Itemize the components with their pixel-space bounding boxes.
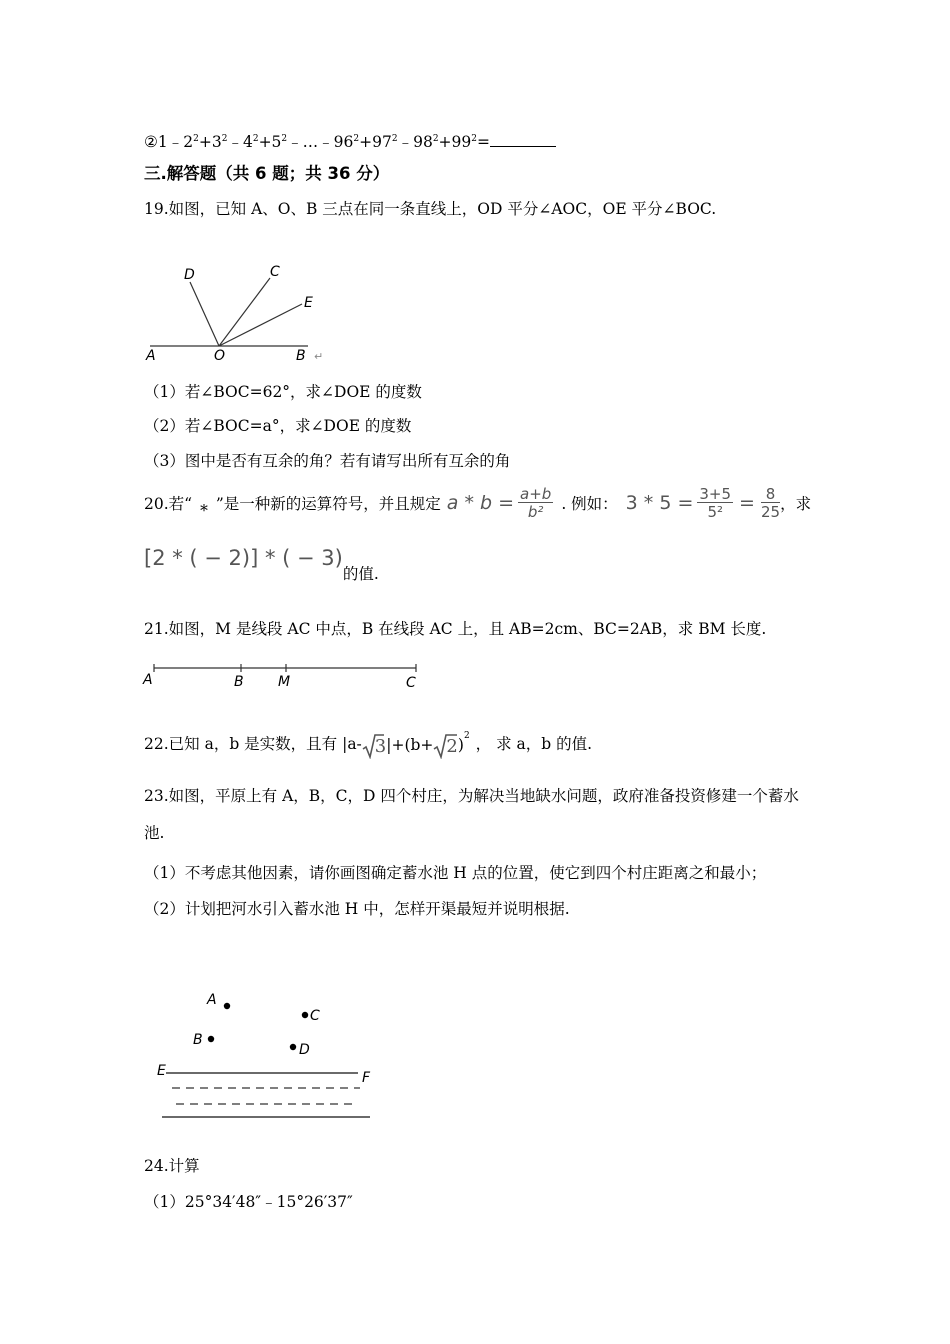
exp: 2 bbox=[471, 133, 477, 144]
label-a: A bbox=[146, 348, 156, 364]
q20-expression-line bbox=[144, 546, 379, 583]
example-result bbox=[761, 486, 780, 521]
q23-part2: （2）计划把河水引入蓄水池 H 中，怎样开渠最短并说明根据. bbox=[144, 900, 570, 918]
q19-part1: （1）若∠BOC=62°，求∠DOE 的度数 bbox=[144, 383, 422, 401]
q20-text: ，求 bbox=[780, 495, 812, 513]
label-o: O bbox=[214, 348, 226, 364]
sqrt-2 bbox=[433, 733, 457, 757]
section-heading: 三.解答题（共 6 题；共 36 分） bbox=[144, 164, 390, 183]
answer-blank bbox=[490, 132, 556, 147]
numerator: 8 bbox=[761, 486, 780, 503]
q24-stem: 24.计算 bbox=[144, 1157, 200, 1175]
q19-angle-figure bbox=[140, 262, 340, 367]
example-lhs: 3 * 5 = bbox=[625, 492, 694, 514]
q19-stem: 19.如图，已知 A、O、B 三点在同一条直线上，OD 平分∠AOC，OE 平分∠BOC. bbox=[144, 200, 717, 218]
q23-stem-line1: 23.如图，平原上有 A，B，C，D 四个村庄，为解决当地缺水问题，政府准备投资修建一个蓄水 bbox=[144, 787, 799, 805]
numerator: a+b bbox=[520, 484, 552, 503]
ray-oc bbox=[219, 278, 270, 346]
q21-segment-figure bbox=[140, 660, 430, 692]
label-d: D bbox=[184, 267, 195, 283]
q20-text: . 例如： bbox=[561, 495, 618, 513]
sqrt-3 bbox=[362, 733, 386, 757]
exp: 2 bbox=[193, 133, 199, 144]
q19-part2: （2）若∠BOC=a°，求∠DOE 的度数 bbox=[144, 417, 412, 435]
radicand: 2 bbox=[446, 736, 458, 757]
q23-stem-line2: 池. bbox=[144, 824, 165, 842]
radicand: 3 bbox=[374, 736, 387, 757]
exp: 2 bbox=[391, 133, 398, 144]
label-c: C bbox=[270, 264, 280, 280]
q20-expression: [2 * ( − 2)] * ( − 3) bbox=[144, 546, 343, 570]
denominator: 5² bbox=[707, 502, 723, 521]
village-a-dot bbox=[224, 1003, 230, 1009]
q18-text: ②1﹣2 bbox=[144, 133, 194, 151]
q18-text: +97 bbox=[359, 133, 392, 151]
q20-stem bbox=[144, 480, 811, 526]
ray-od bbox=[190, 282, 219, 346]
q18-text: +99 bbox=[438, 133, 472, 151]
label-c: C bbox=[406, 675, 416, 691]
definition-fraction bbox=[518, 486, 553, 521]
radical-icon bbox=[362, 733, 387, 759]
q22-text: |+(b+ bbox=[386, 736, 434, 754]
denominator: 25 bbox=[760, 502, 781, 521]
example-fraction bbox=[697, 486, 733, 521]
village-c-dot bbox=[302, 1012, 308, 1018]
village-b-dot bbox=[208, 1036, 214, 1042]
exp: 2 bbox=[252, 133, 259, 144]
denominator: b² bbox=[527, 502, 544, 521]
label-m: M bbox=[278, 674, 291, 690]
q18-text: = bbox=[477, 133, 490, 151]
label-b: B bbox=[296, 348, 306, 364]
label-c: C bbox=[310, 1008, 320, 1024]
q18-text: +5 bbox=[258, 133, 282, 151]
q23-village-map bbox=[150, 985, 385, 1125]
label-b: B bbox=[193, 1032, 203, 1048]
star-symbol: * bbox=[200, 502, 208, 520]
q24-part1: （1）25°34′48″﹣15°26′37″ bbox=[144, 1193, 353, 1211]
q20-text: 20.若“ bbox=[144, 495, 193, 513]
exp: 2 bbox=[281, 133, 288, 144]
q20-tail: 的值. bbox=[342, 565, 379, 583]
radical-icon bbox=[433, 733, 457, 759]
q22-text: ) bbox=[457, 736, 464, 754]
return-mark: ↵ bbox=[314, 350, 324, 363]
q22-text: 22.已知 a，b 是实数，且有 |a- bbox=[144, 735, 362, 753]
numerator: 3+5 bbox=[699, 484, 732, 503]
label-a: A bbox=[143, 672, 153, 688]
q22-stem bbox=[144, 727, 592, 757]
label-e: E bbox=[304, 295, 313, 311]
q18-text: ﹣4 bbox=[227, 133, 253, 151]
q18-text: +3 bbox=[198, 133, 222, 151]
q19-part3: （3）图中是否有互余的角？若有请写出所有互余的角 bbox=[144, 452, 511, 470]
label-a: A bbox=[207, 992, 217, 1008]
q20-text: ”是一种新的运算符号，并且规定 bbox=[215, 495, 441, 513]
equals: = bbox=[739, 492, 755, 514]
q22-text: ， 求 a，b 的值. bbox=[475, 735, 593, 753]
q23-part1: （1）不考虑其他因素，请你画图确定蓄水池 H 点的位置，使它到四个村庄距离之和最小； bbox=[144, 864, 767, 882]
q18-text: ﹣…﹣96 bbox=[287, 133, 354, 151]
q18-part2 bbox=[144, 130, 556, 152]
label-f: F bbox=[362, 1070, 371, 1086]
q18-text: ﹣98 bbox=[397, 133, 433, 151]
definition-lhs: a * b = bbox=[446, 492, 515, 514]
exp: 2 bbox=[463, 731, 470, 741]
exp: 2 bbox=[353, 133, 360, 144]
label-d: D bbox=[299, 1042, 310, 1058]
exp: 2 bbox=[221, 133, 228, 144]
exp: 2 bbox=[432, 133, 439, 144]
ray-oe bbox=[219, 304, 302, 346]
q21-stem: 21.如图，M 是线段 AC 中点，B 在线段 AC 上，且 AB=2cm、BC=2AB，求 BM 长度. bbox=[144, 620, 767, 638]
label-e: E bbox=[157, 1063, 166, 1079]
village-d-dot bbox=[290, 1044, 296, 1050]
label-b: B bbox=[234, 674, 244, 690]
